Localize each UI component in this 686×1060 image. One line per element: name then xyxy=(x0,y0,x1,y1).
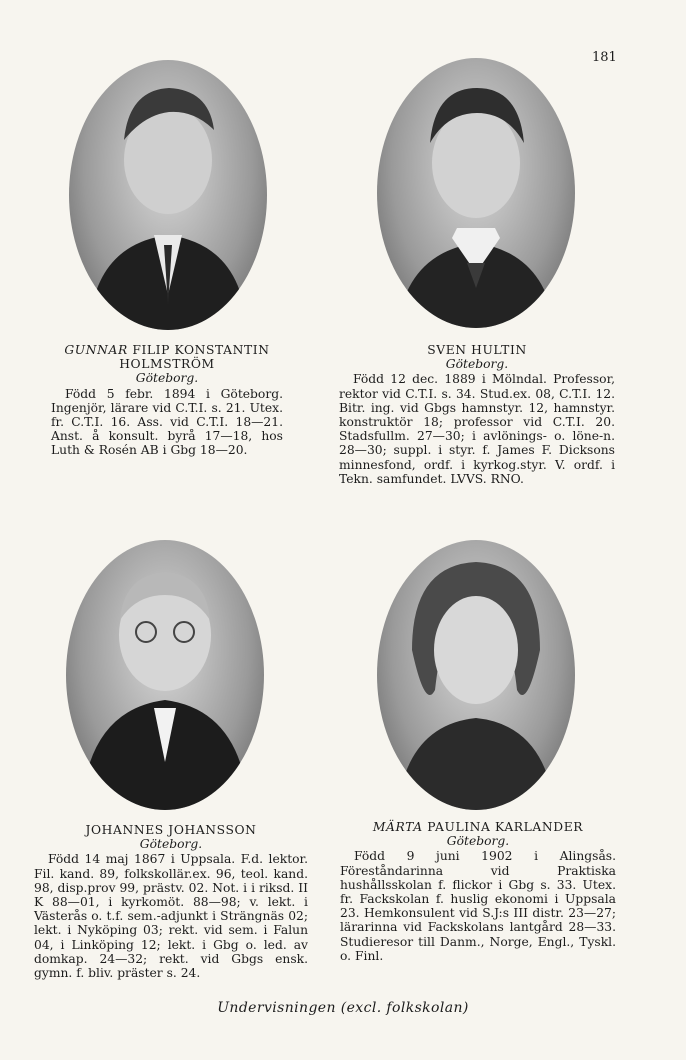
entry-hultin xyxy=(339,343,615,486)
name-rest: SVEN HULTIN xyxy=(427,343,527,357)
page-number: 181 xyxy=(592,50,617,65)
entry-bio: Född 5 febr. 1894 i Göteborg. Ingenjör, lärare vid C.T.I. s. 21. Utex. fr. C.T.I. 16. Ass. vid C.T.I. 18—21. Anst. å konsult. byrå 17—18, hos Luth & Rosén AB i Gbg 18—20. xyxy=(51,386,283,458)
page-footer: Undervisningen (excl. folkskolan) xyxy=(217,1000,469,1016)
portrait-hultin-image xyxy=(377,58,575,328)
entry-city: Göteborg. xyxy=(445,357,509,372)
entry-city: Göteborg. xyxy=(139,837,203,852)
entry-bio: Född 9 juni 1902 i Alingsås. Föreståndarinna vid Praktiska hushållsskolan f. flickor i Gbg s. 33. Utex. fr. Fackskolan f. huslig ekonomi i Uppsala 23. Hemkonsulent vid S.J:s III distr. 23—27; lärarinna vid Fackskolans lantgård 28—33. Studieresor till Danm., Norge, Engl., Tyskl. o. Finl. xyxy=(340,849,616,963)
entry-city: Göteborg. xyxy=(135,371,199,386)
portrait-holmstrom-image xyxy=(69,60,267,330)
entry-bio: Född 12 dec. 1889 i Mölndal. Professor, rektor vid C.T.I. s. 34. Stud.ex. 08, C.T.I. 12. Bitr. ing. vid Gbgs hamnstyr. 12, hamnstyr. konstruktör 18; professor vid C.T.I. 20. Stadsfullm. 27—30; i avlönings- o. löne-n. 28—30; suppl. i styr. f. James F. Dicksons minnesfond, ordf. i kyrkog.styr. V. ordf. i Tekn. samfundet. LVVS. RNO. xyxy=(339,372,615,486)
entry-bio: Född 14 maj 1867 i Uppsala. F.d. lektor. Fil. kand. 89, folkskollär.ex. 96, teol. kand. 98, disp.prov 99, prästv. 02. Not. i i riksd. II K 88—01, i kyrkomöt. 88—98; v. lekt. i Västerås o. t.f. sem.-adjunkt i Strängnäs 02; lekt. i Nyköping 03; rekt. vid sem. i Falun 04, i Linköping 12; lekt. i Gbg o. led. av domkap. 24—32; rekt. vid Gbgs ensk. gymn. f. bliv. präster s. 24. xyxy=(34,852,308,981)
name-italic: GUNNAR xyxy=(64,343,128,357)
name-italic: MÄRTA xyxy=(372,820,423,834)
portrait-johansson-image xyxy=(66,540,264,810)
entry-johansson xyxy=(34,823,308,980)
name-rest: FILIP KONSTANTIN HOLMSTRÖM xyxy=(119,343,270,372)
entry-karlander xyxy=(340,820,616,963)
name-rest: PAULINA KARLANDER xyxy=(422,820,584,834)
portrait-karlander-image xyxy=(377,540,575,810)
entry-name xyxy=(339,343,615,357)
entry-name xyxy=(340,820,616,834)
entry-name xyxy=(34,823,308,837)
entry-city: Göteborg. xyxy=(446,834,510,849)
entry-holmstrom xyxy=(51,343,283,458)
name-rest: JOHANNES JOHANSSON xyxy=(85,823,257,837)
entry-name xyxy=(51,343,283,371)
